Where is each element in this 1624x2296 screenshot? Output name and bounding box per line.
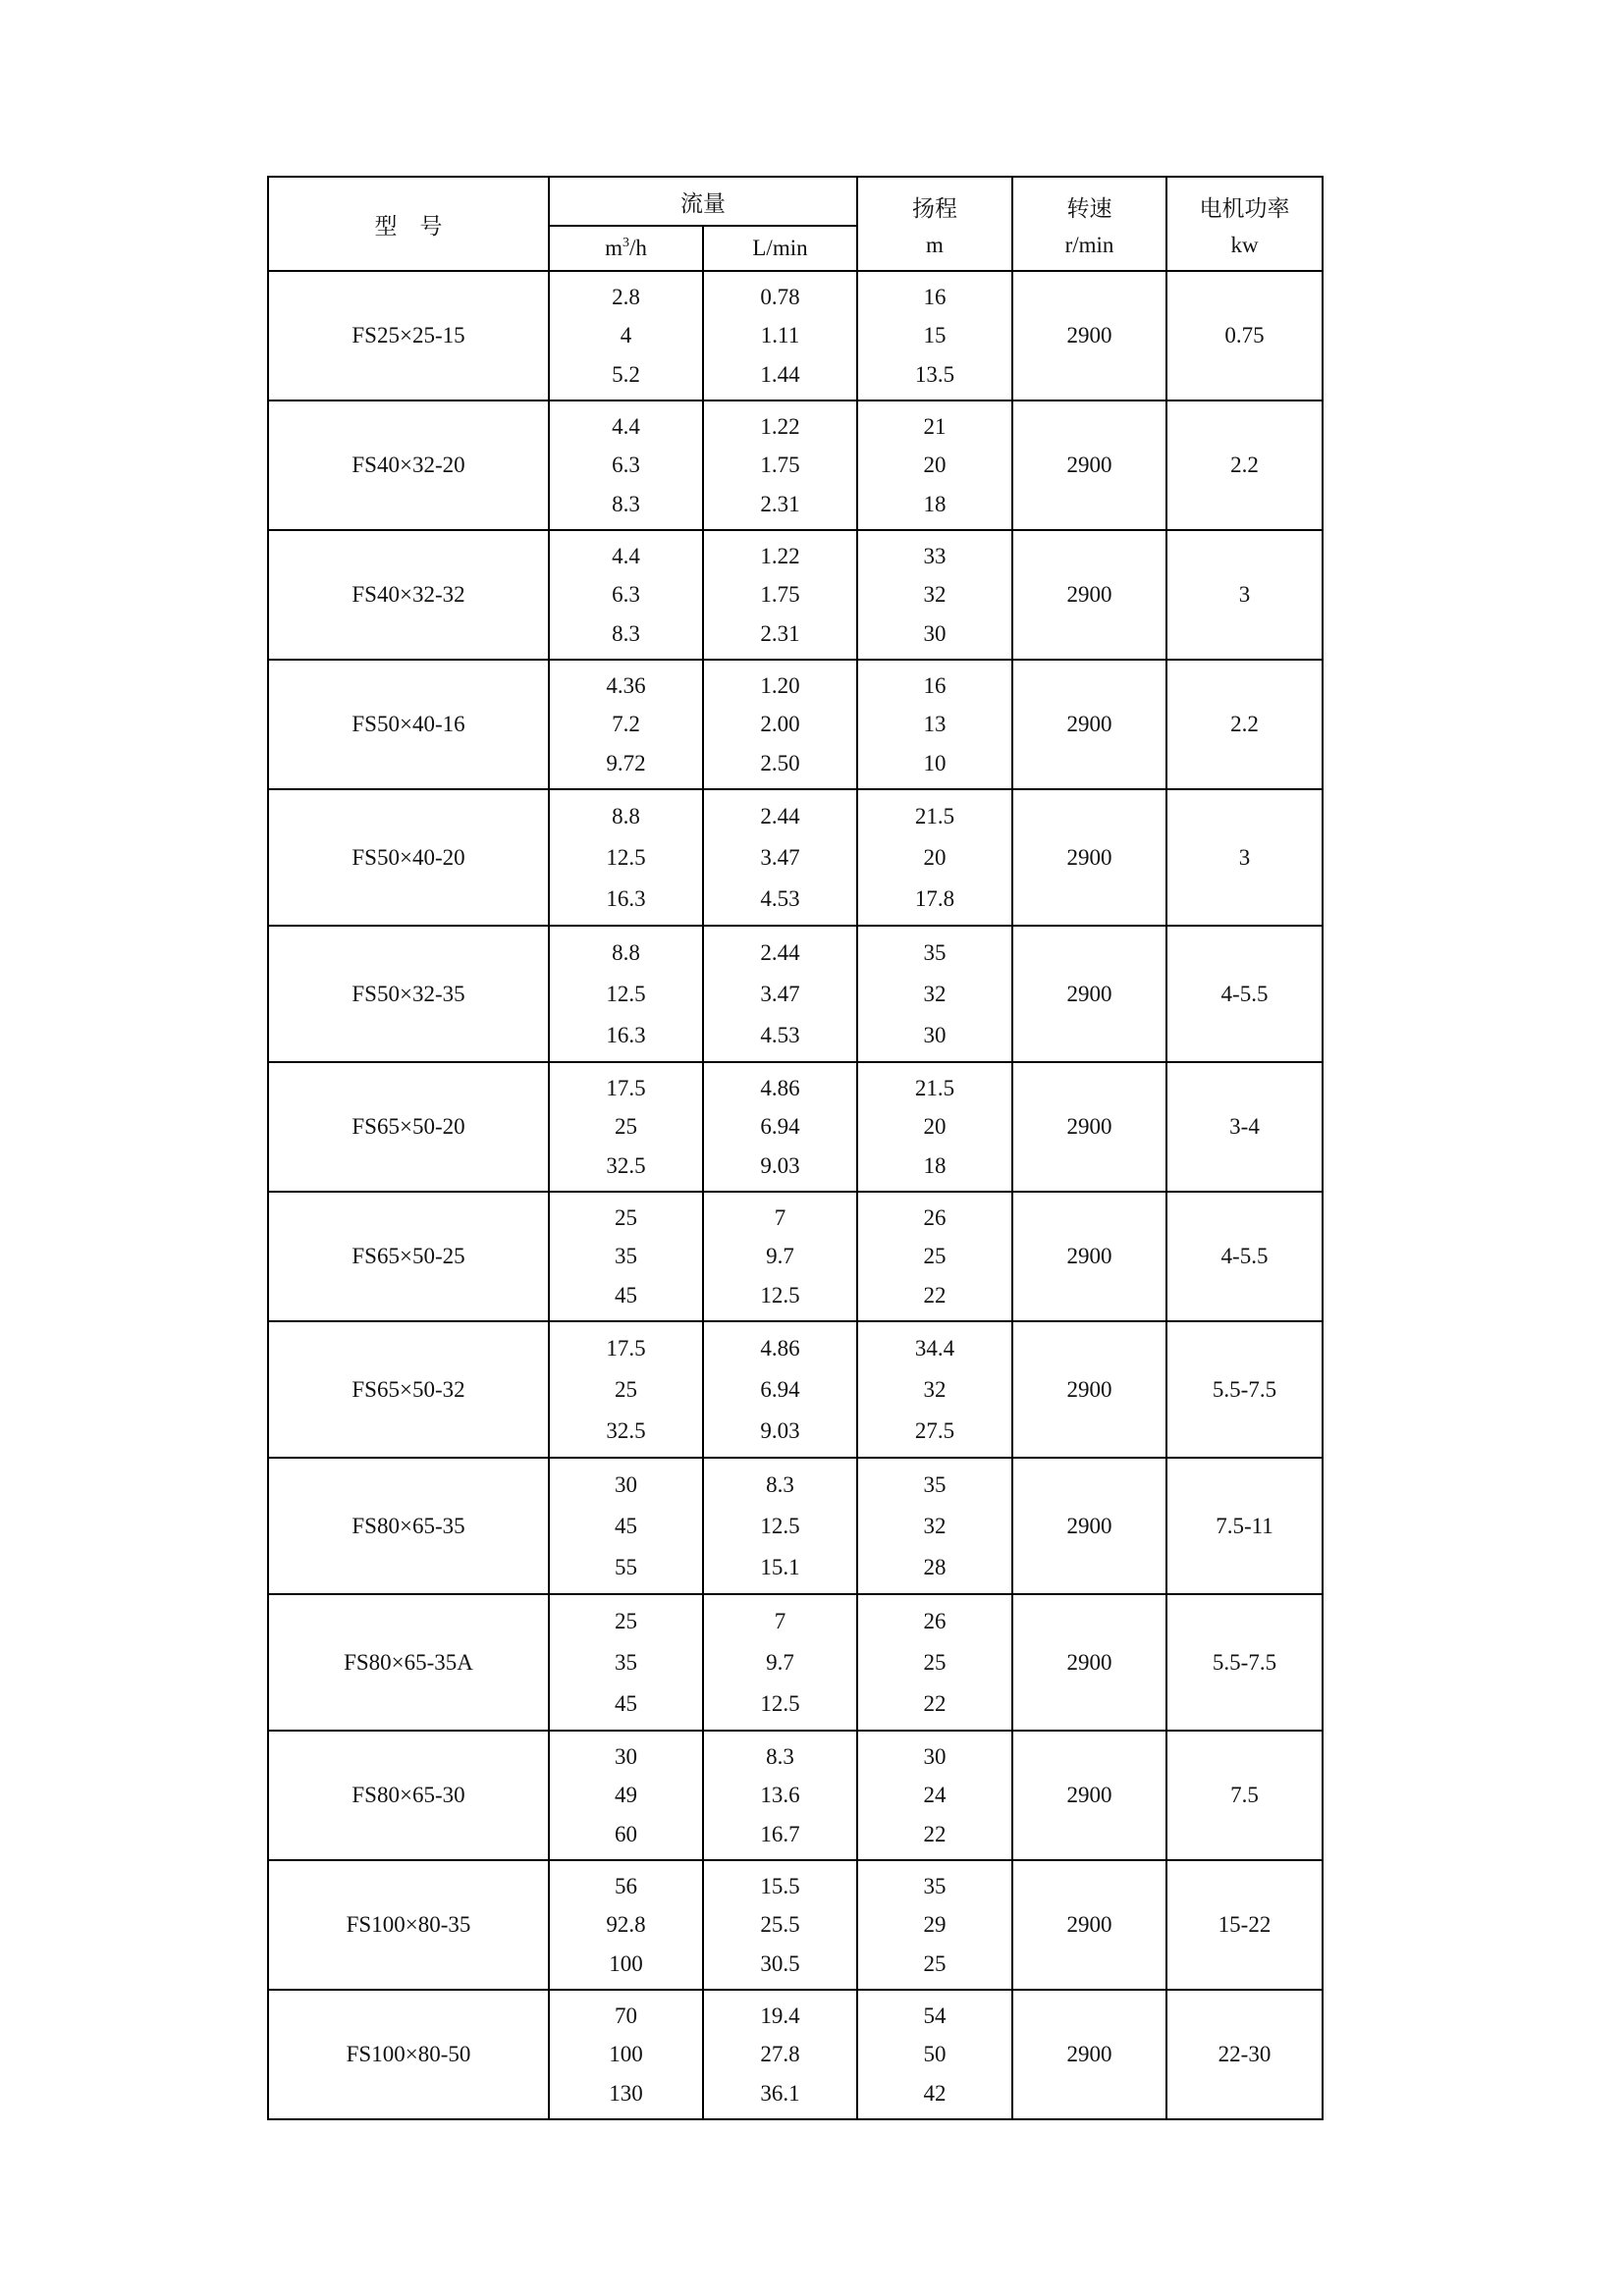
lmin-value: 27.8: [760, 2042, 800, 2067]
table-row: [268, 789, 1323, 926]
head-value: 33: [923, 544, 947, 569]
m3h-value: 5.2: [612, 361, 640, 387]
lmin-cell: [703, 926, 857, 1062]
head-value: 18: [923, 491, 947, 516]
header-head-unit: m: [926, 232, 944, 257]
m3h-value: 6.3: [612, 453, 640, 478]
head-cell: [857, 400, 1012, 530]
model-cell: FS80×65-30: [268, 1731, 549, 1860]
header-flow-m3h: [549, 226, 703, 271]
lmin-value: 1.44: [760, 361, 800, 387]
header-power: [1166, 177, 1323, 271]
lmin-value: 8.3: [766, 1472, 794, 1498]
m3h-cell: [549, 1860, 703, 1990]
m3h-cell: [549, 1321, 703, 1458]
power-cell: 5.5-7.5: [1166, 1594, 1323, 1731]
m3h-value: 8.3: [612, 491, 640, 516]
head-value: 20: [923, 453, 947, 478]
table-row: [268, 1192, 1323, 1321]
header-power-unit: kw: [1230, 232, 1259, 257]
power-cell: 2.2: [1166, 400, 1323, 530]
head-value: 27.5: [914, 1417, 955, 1443]
lmin-value: 2.44: [760, 940, 800, 966]
speed-cell: 2900: [1012, 400, 1166, 530]
lmin-value: 1.22: [760, 544, 800, 569]
lmin-cell: [703, 400, 857, 530]
m3h-value: 9.72: [606, 750, 646, 775]
model-cell: FS80×65-35A: [268, 1594, 549, 1731]
table-body: [268, 271, 1323, 2119]
model-cell: FS100×80-50: [268, 1990, 549, 2119]
table-row: [268, 1321, 1323, 1458]
m3h-value: 4.4: [612, 414, 640, 440]
speed-cell: 2900: [1012, 1860, 1166, 1990]
model-cell: FS50×40-20: [268, 789, 549, 926]
table-row: [268, 400, 1323, 530]
lmin-value: 15.5: [760, 1874, 800, 1899]
m3h-cell: [549, 1990, 703, 2119]
lmin-cell: [703, 1458, 857, 1594]
lmin-value: 4.86: [760, 1336, 800, 1362]
m3h-value: 8.3: [612, 620, 640, 646]
lmin-value: 2.44: [760, 804, 800, 829]
head-value: 21.5: [914, 1076, 955, 1101]
head-value: 30: [923, 1022, 947, 1047]
table-row: [268, 1990, 1323, 2119]
power-cell: 2.2: [1166, 660, 1323, 789]
head-cell: [857, 1062, 1012, 1192]
speed-cell: 2900: [1012, 660, 1166, 789]
header-model: 型 号: [268, 177, 549, 271]
header-head-label: 扬程: [912, 195, 957, 222]
m3h-cell: [549, 1062, 703, 1192]
speed-cell: 2900: [1012, 789, 1166, 926]
head-value: 15: [923, 323, 947, 348]
header-speed: [1012, 177, 1166, 271]
power-cell: 4-5.5: [1166, 926, 1323, 1062]
lmin-value: 3.47: [760, 844, 800, 870]
head-value: 21: [923, 414, 947, 440]
lmin-cell: [703, 271, 857, 400]
m3h-value: 32.5: [606, 1417, 646, 1443]
power-cell: 5.5-7.5: [1166, 1321, 1323, 1458]
unit-m3h-tail: /h: [629, 236, 647, 260]
model-cell: FS50×32-35: [268, 926, 549, 1062]
m3h-value: 12.5: [606, 981, 646, 1006]
lmin-value: 4.53: [760, 1022, 800, 1047]
head-value: 35: [923, 1874, 947, 1899]
m3h-value: 100: [609, 2042, 643, 2067]
m3h-value: 4.36: [606, 673, 646, 699]
table-row: [268, 271, 1323, 400]
m3h-value: 8.8: [612, 804, 640, 829]
lmin-value: 6.94: [760, 1114, 800, 1140]
m3h-value: 25: [615, 1114, 637, 1140]
m3h-value: 25: [615, 1205, 637, 1231]
m3h-value: 55: [615, 1554, 637, 1579]
lmin-value: 9.7: [766, 1244, 794, 1269]
m3h-value: 8.8: [612, 940, 640, 966]
speed-cell: 2900: [1012, 1731, 1166, 1860]
head-value: 29: [923, 1912, 947, 1938]
lmin-value: 8.3: [766, 1744, 794, 1770]
lmin-cell: [703, 1860, 857, 1990]
lmin-cell: [703, 1062, 857, 1192]
head-value: 20: [923, 844, 947, 870]
model-cell: FS40×32-32: [268, 530, 549, 660]
m3h-cell: [549, 1594, 703, 1731]
m3h-value: 4: [620, 323, 632, 348]
m3h-value: 7.2: [612, 712, 640, 737]
power-cell: 4-5.5: [1166, 1192, 1323, 1321]
lmin-value: 2.50: [760, 750, 800, 775]
lmin-value: 9.03: [760, 1417, 800, 1443]
lmin-value: 19.4: [760, 2003, 800, 2029]
lmin-value: 7: [774, 1205, 786, 1231]
m3h-value: 4.4: [612, 544, 640, 569]
lmin-cell: [703, 789, 857, 926]
head-value: 25: [923, 1244, 947, 1269]
head-value: 32: [923, 582, 947, 608]
lmin-value: 12.5: [760, 1513, 800, 1538]
power-cell: 3: [1166, 789, 1323, 926]
head-cell: [857, 1860, 1012, 1990]
model-cell: FS80×65-35: [268, 1458, 549, 1594]
table-row: [268, 1062, 1323, 1192]
power-cell: 3-4: [1166, 1062, 1323, 1192]
model-cell: FS25×25-15: [268, 271, 549, 400]
table-row: [268, 926, 1323, 1062]
m3h-value: 12.5: [606, 844, 646, 870]
head-cell: [857, 1192, 1012, 1321]
head-value: 17.8: [914, 885, 955, 911]
lmin-value: 3.47: [760, 981, 800, 1006]
head-value: 22: [923, 1821, 947, 1846]
header-flow: 流量: [549, 177, 857, 226]
lmin-cell: [703, 530, 857, 660]
m3h-cell: [549, 1192, 703, 1321]
header-speed-label: 转速: [1066, 195, 1112, 222]
table-row: [268, 1458, 1323, 1594]
head-value: 13.5: [914, 361, 955, 387]
m3h-value: 17.5: [606, 1336, 646, 1362]
lmin-value: 13.6: [760, 1783, 800, 1808]
lmin-value: 9.03: [760, 1152, 800, 1178]
table-row: [268, 660, 1323, 789]
head-value: 26: [923, 1609, 947, 1634]
head-cell: [857, 660, 1012, 789]
head-value: 54: [923, 2003, 947, 2029]
head-value: 22: [923, 1690, 947, 1716]
m3h-value: 17.5: [606, 1076, 646, 1101]
header-flow-lmin: L/min: [703, 226, 857, 271]
head-value: 42: [923, 2080, 947, 2106]
table-row: [268, 1731, 1323, 1860]
lmin-value: 12.5: [760, 1690, 800, 1716]
head-value: 32: [923, 1376, 947, 1402]
lmin-value: 15.1: [760, 1554, 800, 1579]
m3h-cell: [549, 400, 703, 530]
model-cell: FS65×50-20: [268, 1062, 549, 1192]
m3h-value: 92.8: [606, 1912, 646, 1938]
head-value: 50: [923, 2042, 947, 2067]
table-row: [268, 530, 1323, 660]
head-value: 18: [923, 1152, 947, 1178]
lmin-value: 2.31: [760, 491, 800, 516]
lmin-value: 1.75: [760, 453, 800, 478]
m3h-value: 6.3: [612, 582, 640, 608]
power-cell: 15-22: [1166, 1860, 1323, 1990]
speed-cell: 2900: [1012, 1594, 1166, 1731]
m3h-value: 30: [615, 1744, 637, 1770]
lmin-cell: [703, 1594, 857, 1731]
lmin-cell: [703, 1990, 857, 2119]
head-value: 20: [923, 1114, 947, 1140]
speed-cell: 2900: [1012, 271, 1166, 400]
lmin-value: 4.53: [760, 885, 800, 911]
model-cell: FS40×32-20: [268, 400, 549, 530]
speed-cell: 2900: [1012, 1990, 1166, 2119]
head-value: 22: [923, 1282, 947, 1308]
speed-cell: 2900: [1012, 1458, 1166, 1594]
lmin-value: 2.31: [760, 620, 800, 646]
head-cell: [857, 1321, 1012, 1458]
table-row: [268, 1594, 1323, 1731]
head-value: 28: [923, 1554, 947, 1579]
head-value: 25: [923, 1649, 947, 1675]
m3h-value: 16.3: [606, 1022, 646, 1047]
lmin-value: 1.22: [760, 414, 800, 440]
head-cell: [857, 1458, 1012, 1594]
m3h-cell: [549, 660, 703, 789]
head-cell: [857, 926, 1012, 1062]
lmin-value: 7: [774, 1609, 786, 1634]
m3h-cell: [549, 530, 703, 660]
head-cell: [857, 1731, 1012, 1860]
lmin-cell: [703, 1192, 857, 1321]
lmin-value: 9.7: [766, 1649, 794, 1675]
m3h-value: 35: [615, 1649, 637, 1675]
lmin-value: 25.5: [760, 1912, 800, 1938]
m3h-value: 49: [615, 1783, 637, 1808]
m3h-value: 32.5: [606, 1152, 646, 1178]
lmin-value: 16.7: [760, 1821, 800, 1846]
lmin-value: 1.11: [760, 323, 800, 348]
head-cell: [857, 789, 1012, 926]
lmin-value: 36.1: [760, 2080, 800, 2106]
m3h-cell: [549, 271, 703, 400]
m3h-value: 45: [615, 1513, 637, 1538]
m3h-cell: [549, 789, 703, 926]
lmin-value: 1.75: [760, 582, 800, 608]
head-cell: [857, 1990, 1012, 2119]
m3h-value: 25: [615, 1609, 637, 1634]
head-value: 32: [923, 1513, 947, 1538]
head-value: 13: [923, 712, 947, 737]
head-value: 24: [923, 1783, 947, 1808]
speed-cell: 2900: [1012, 530, 1166, 660]
lmin-value: 6.94: [760, 1376, 800, 1402]
lmin-value: 1.20: [760, 673, 800, 699]
m3h-value: 25: [615, 1376, 637, 1402]
m3h-value: 130: [609, 2080, 643, 2106]
unit-m3h-sup: 3: [623, 236, 629, 251]
lmin-cell: [703, 1731, 857, 1860]
model-cell: FS100×80-35: [268, 1860, 549, 1990]
lmin-value: 4.86: [760, 1076, 800, 1101]
head-value: 25: [923, 1950, 947, 1976]
pump-spec-table: [267, 176, 1324, 2120]
lmin-value: 2.00: [760, 712, 800, 737]
header-power-label: 电机功率: [1199, 195, 1290, 222]
head-value: 21.5: [914, 804, 955, 829]
model-cell: FS65×50-32: [268, 1321, 549, 1458]
power-cell: 7.5: [1166, 1731, 1323, 1860]
power-cell: 3: [1166, 530, 1323, 660]
power-cell: 0.75: [1166, 271, 1323, 400]
head-cell: [857, 530, 1012, 660]
m3h-value: 35: [615, 1244, 637, 1269]
m3h-value: 16.3: [606, 885, 646, 911]
model-cell: FS50×40-16: [268, 660, 549, 789]
speed-cell: 2900: [1012, 1192, 1166, 1321]
m3h-cell: [549, 1731, 703, 1860]
power-cell: 22-30: [1166, 1990, 1323, 2119]
lmin-cell: [703, 1321, 857, 1458]
head-value: 35: [923, 940, 947, 966]
table-row: [268, 1860, 1323, 1990]
head-value: 16: [923, 673, 947, 699]
header-speed-unit: r/min: [1064, 232, 1114, 257]
head-value: 16: [923, 285, 947, 310]
m3h-value: 56: [615, 1874, 637, 1899]
head-value: 10: [923, 750, 947, 775]
head-value: 34.4: [914, 1336, 955, 1362]
head-value: 35: [923, 1472, 947, 1498]
head-value: 32: [923, 981, 947, 1006]
head-cell: [857, 1594, 1012, 1731]
unit-m3h-base: m: [605, 236, 623, 260]
m3h-value: 70: [615, 2003, 637, 2029]
lmin-value: 0.78: [760, 285, 800, 310]
lmin-value: 30.5: [760, 1950, 800, 1976]
head-cell: [857, 271, 1012, 400]
m3h-cell: [549, 926, 703, 1062]
head-value: 26: [923, 1205, 947, 1231]
m3h-value: 60: [615, 1821, 637, 1846]
speed-cell: 2900: [1012, 1062, 1166, 1192]
speed-cell: 2900: [1012, 926, 1166, 1062]
m3h-value: 45: [615, 1690, 637, 1716]
head-value: 30: [923, 620, 947, 646]
m3h-cell: [549, 1458, 703, 1594]
power-cell: 7.5-11: [1166, 1458, 1323, 1594]
m3h-value: 2.8: [612, 285, 640, 310]
head-value: 30: [923, 1744, 947, 1770]
m3h-value: 30: [615, 1472, 637, 1498]
speed-cell: 2900: [1012, 1321, 1166, 1458]
m3h-value: 45: [615, 1282, 637, 1308]
model-cell: FS65×50-25: [268, 1192, 549, 1321]
lmin-cell: [703, 660, 857, 789]
m3h-value: 100: [609, 1950, 643, 1976]
lmin-value: 12.5: [760, 1282, 800, 1308]
header-head: [857, 177, 1012, 271]
